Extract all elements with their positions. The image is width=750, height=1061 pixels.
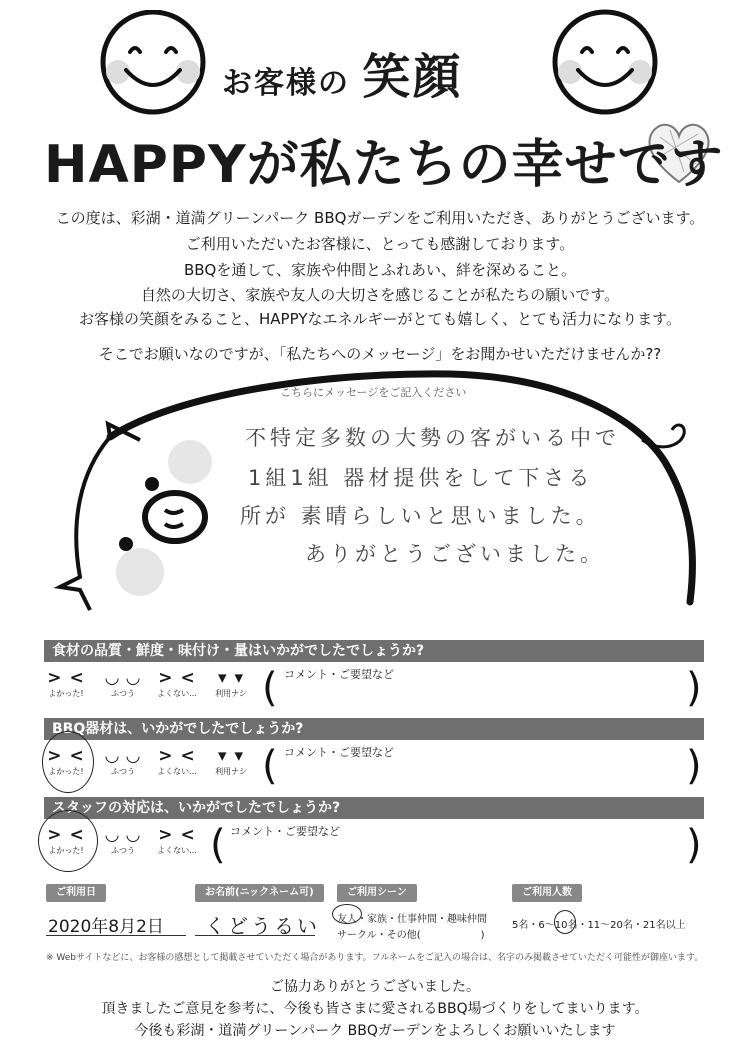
face-glyph: ◡ ◡	[105, 668, 141, 688]
header-line1	[222, 38, 462, 107]
date-year: 2020年	[48, 917, 109, 937]
rating-none-q2[interactable]	[210, 745, 252, 777]
message-hint: こちらにメッセージをご記入ください	[280, 386, 467, 399]
face-label: よかった!	[48, 689, 84, 698]
face-glyph: > <	[47, 668, 85, 688]
thanks-line: 今後も彩湖・道満グリーンパーク BBQガーデンをよろしくお願いいたします	[134, 1023, 616, 1039]
comment-right-paren: )	[686, 822, 702, 868]
date-month: 8	[108, 917, 120, 937]
disclaimer-note: ※ Webサイトなどに、お客様の感想として掲載させていただく場合があります。フルネームをご記入の場合は、名字のみ掲載させていただく可能性が御座います。	[46, 953, 704, 963]
selected-circle-mark	[554, 910, 576, 934]
question-1-title: 食材の品質・鮮度・味付け・量はいかがでしたでしょうか?	[44, 640, 704, 662]
scene-other: サークル・その他(	[337, 930, 421, 941]
face-label: よくない...	[157, 846, 197, 855]
rating-normal-q1[interactable]	[102, 667, 144, 699]
selected-circle-mark	[38, 810, 98, 872]
face-glyph: > <	[47, 825, 85, 845]
comment-label-q3: コメント・ご要望など	[230, 825, 340, 838]
date-day: 2	[136, 917, 147, 937]
face-label: 利用ナシ	[215, 689, 247, 698]
date-day-suffix: 日	[146, 917, 164, 937]
message-line: 1組1組 器材提供をして下さる	[248, 466, 594, 490]
header-line2: HAPPYが私たちの幸せです	[44, 135, 724, 195]
pig-outline-icon	[30, 362, 720, 622]
people-label: ご利用人数	[512, 884, 582, 902]
date-field[interactable]	[48, 912, 164, 937]
rating-good-q1[interactable]	[45, 667, 87, 699]
face-label: ふつう	[111, 689, 135, 698]
scene-options-line2[interactable]	[337, 926, 485, 941]
date-underline	[46, 935, 186, 936]
comment-left-paren: (	[262, 665, 278, 711]
question-2-title: BBQ器材は、いかがでしたでしょうか?	[44, 718, 704, 740]
face-label: よかった!	[48, 767, 84, 776]
message-line: ありがとうございました。	[305, 542, 605, 566]
message-line: 不特定多数の大勢の客がいる中で	[245, 426, 620, 450]
face-glyph: > <	[158, 668, 196, 688]
face-label: よくない...	[157, 689, 197, 698]
face-glyph: > <	[158, 746, 196, 766]
comment-label-q2: コメント・ご要望など	[284, 746, 394, 759]
comment-right-paren: )	[686, 665, 702, 711]
face-label: ふつう	[111, 767, 135, 776]
smiley-right-icon	[540, 8, 670, 118]
thanks-line: ご協力ありがとうございました。	[270, 979, 480, 995]
name-label: お名前(ニックネーム可)	[195, 884, 324, 902]
name-underline	[195, 935, 315, 936]
face-glyph: ◡ ◡	[105, 746, 141, 766]
intro-line: 自然の大切さ、家族や友人の大切さを感じることが私たちの願いです。	[140, 286, 620, 304]
request-line: そこでお願いなのですが、「私たちへのメッセージ」をお聞かせいただけませんか??	[98, 345, 662, 363]
face-glyph: ◡ ◡	[105, 825, 141, 845]
scene-options-line1[interactable]: 友人・家族・仕事仲間・趣味仲間	[337, 914, 487, 925]
question-3-title: スタッフの対応は、いかがでしたでしょうか?	[44, 797, 704, 819]
comment-left-paren: (	[262, 743, 278, 789]
selected-circle-mark	[332, 904, 362, 924]
face-glyph: > <	[47, 746, 85, 766]
rating-bad-q1[interactable]	[156, 667, 198, 699]
intro-line: BBQを通して、家族や仲間とふれあい、絆を深めること。	[183, 261, 577, 279]
rating-none-q1[interactable]	[210, 667, 252, 699]
selected-circle-mark	[42, 731, 94, 793]
face-label: よかった!	[48, 846, 84, 855]
scene-label: ご利用シーン	[337, 884, 417, 902]
people-options[interactable]: 5名・6〜10名・11〜20名・21名以上	[512, 920, 686, 931]
header-prefix: お客様の	[222, 66, 350, 101]
message-line: 所が 素晴らしいと思いました。	[240, 504, 601, 528]
thanks-line: 頂きましたご意見を参考に、今後も皆さまに愛されるBBQ場づくりをしてまいります。	[101, 1001, 649, 1017]
date-month-suffix: 月	[119, 917, 137, 937]
intro-line: お客様の笑顔をみること、HAPPYなエネルギーがとても嬉しく、とても活力になります。	[79, 310, 681, 328]
intro-line: この度は、彩湖・道満グリーンパーク BBQガーデンをご利用いただき、ありがとうございます。	[55, 209, 705, 227]
header-big-word: 笑顔	[362, 49, 463, 105]
intro-line: ご利用いただいたお客様に、とっても感謝しております。	[185, 235, 575, 253]
smiley-left-icon	[88, 10, 218, 120]
rating-bad-q2[interactable]	[156, 745, 198, 777]
face-glyph: ▾ ▾	[218, 668, 244, 688]
rating-bad-q3[interactable]	[156, 824, 198, 856]
scene-other-end: )	[480, 930, 485, 941]
face-glyph: ▾ ▾	[218, 746, 244, 766]
date-label: ご利用日	[46, 884, 106, 902]
face-label: よくない...	[157, 767, 197, 776]
rating-normal-q2[interactable]	[102, 745, 144, 777]
rating-normal-q3[interactable]	[102, 824, 144, 856]
name-field[interactable]: くどうるい	[205, 914, 320, 938]
comment-left-paren: (	[210, 822, 226, 868]
face-label: 利用ナシ	[215, 767, 247, 776]
face-label: ふつう	[111, 846, 135, 855]
face-glyph: > <	[158, 825, 196, 845]
comment-label-q1: コメント・ご要望など	[284, 668, 394, 681]
comment-right-paren: )	[686, 743, 702, 789]
